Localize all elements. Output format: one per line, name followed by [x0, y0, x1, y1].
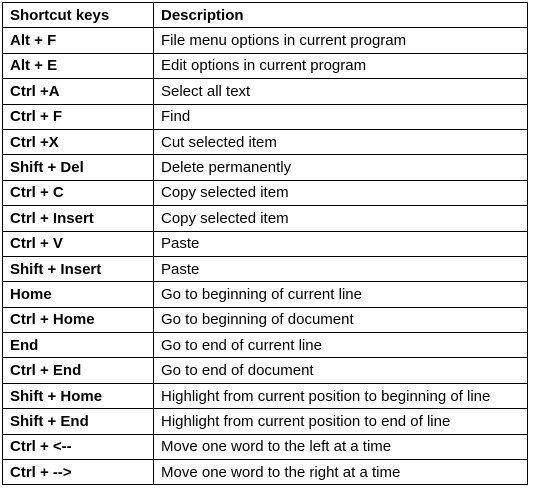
shortcut-key-cell: Shift + Insert	[3, 256, 154, 281]
description-cell: Paste	[154, 256, 528, 281]
table-row	[3, 28, 528, 53]
description-cell: Go to end of current line	[154, 333, 528, 358]
description-cell: Copy selected item	[154, 206, 528, 231]
header-row	[3, 3, 528, 28]
table-body	[3, 28, 528, 485]
description-cell: Go to beginning of current line	[154, 282, 528, 307]
table-row	[3, 282, 528, 307]
shortcut-key-cell: Ctrl + Home	[3, 307, 154, 332]
table-row	[3, 53, 528, 78]
shortcut-key-cell: Home	[3, 282, 154, 307]
table-row	[3, 206, 528, 231]
description-cell: Find	[154, 104, 528, 129]
header-description: Description	[154, 3, 528, 28]
header-shortcut-keys: Shortcut keys	[3, 3, 154, 28]
table-row	[3, 333, 528, 358]
shortcut-key-cell: Alt + E	[3, 53, 154, 78]
table-row	[3, 434, 528, 459]
table-row	[3, 409, 528, 434]
shortcut-key-cell: End	[3, 333, 154, 358]
shortcut-key-cell: Ctrl + <--	[3, 434, 154, 459]
table-row	[3, 383, 528, 408]
shortcut-key-cell: Shift + End	[3, 409, 154, 434]
description-cell: Paste	[154, 231, 528, 256]
description-cell: Edit options in current program	[154, 53, 528, 78]
shortcut-key-cell: Ctrl + -->	[3, 460, 154, 485]
description-cell: Delete permanently	[154, 155, 528, 180]
shortcut-key-cell: Ctrl + Insert	[3, 206, 154, 231]
table-row	[3, 104, 528, 129]
table-row	[3, 358, 528, 383]
description-cell: Select all text	[154, 79, 528, 104]
table-row	[3, 231, 528, 256]
shortcut-key-cell: Shift + Home	[3, 383, 154, 408]
shortcut-key-cell: Ctrl + V	[3, 231, 154, 256]
shortcut-key-cell: Ctrl + F	[3, 104, 154, 129]
description-cell: Cut selected item	[154, 129, 528, 154]
description-cell: Move one word to the left at a time	[154, 434, 528, 459]
shortcut-key-cell: Ctrl +A	[3, 79, 154, 104]
table-row	[3, 79, 528, 104]
description-cell: Copy selected item	[154, 180, 528, 205]
description-cell: Go to end of document	[154, 358, 528, 383]
table-row	[3, 180, 528, 205]
description-cell: File menu options in current program	[154, 28, 528, 53]
description-cell: Highlight from current position to beginning of line	[154, 383, 528, 408]
description-cell: Move one word to the right at a time	[154, 460, 528, 485]
shortcut-key-cell: Ctrl + End	[3, 358, 154, 383]
description-cell: Go to beginning of document	[154, 307, 528, 332]
shortcut-key-cell: Alt + F	[3, 28, 154, 53]
shortcut-key-cell: Shift + Del	[3, 155, 154, 180]
table-row	[3, 460, 528, 485]
shortcut-key-cell: Ctrl + C	[3, 180, 154, 205]
shortcut-table	[2, 2, 528, 485]
table-row	[3, 155, 528, 180]
table-row	[3, 129, 528, 154]
table-row	[3, 307, 528, 332]
description-cell: Highlight from current position to end of line	[154, 409, 528, 434]
shortcut-key-cell: Ctrl +X	[3, 129, 154, 154]
table-row	[3, 256, 528, 281]
